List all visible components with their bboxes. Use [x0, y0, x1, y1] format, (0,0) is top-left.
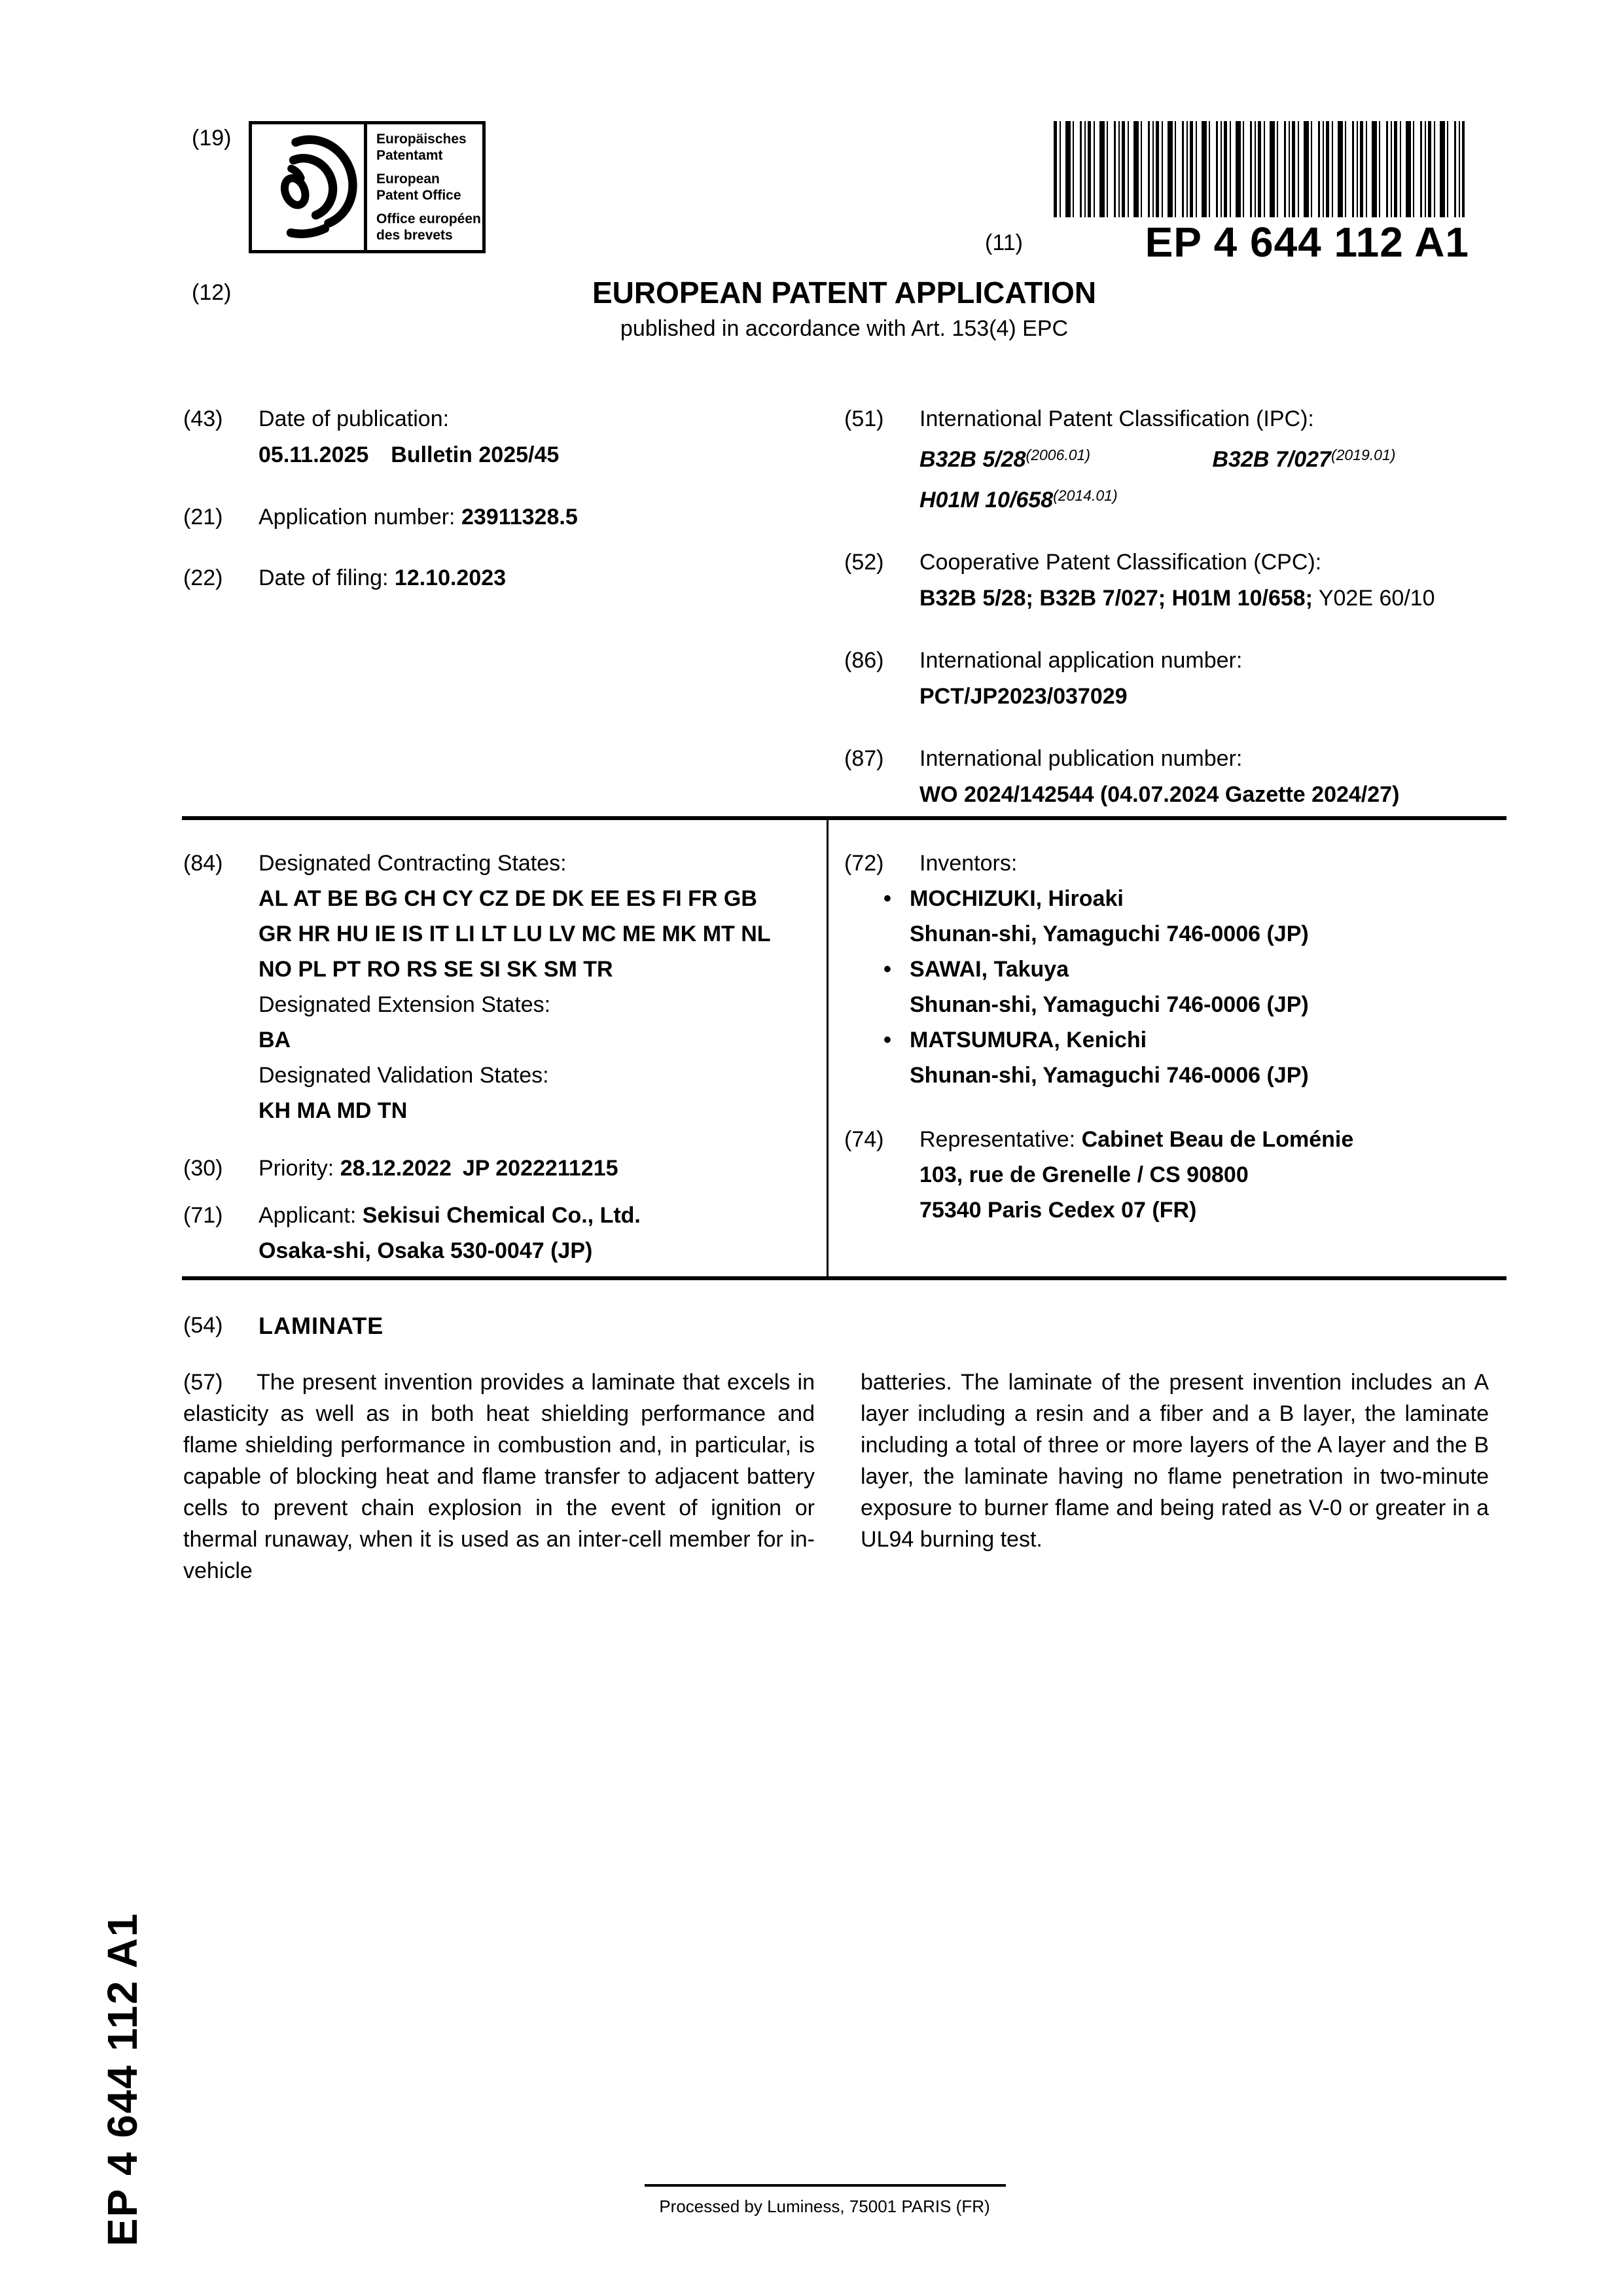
inventor-name: SAWAI, Takuya — [910, 957, 1069, 982]
inid-22: (22) — [183, 565, 223, 590]
ipc-row-2 — [919, 478, 1505, 518]
field-87 — [844, 741, 1505, 813]
extension-states-value: BA — [259, 1028, 291, 1052]
states-column — [183, 846, 815, 1268]
inid-54: (54) — [183, 1313, 223, 1338]
field-84 — [183, 846, 815, 1128]
inventors-column — [844, 846, 1505, 1228]
app-number-label: Application number: — [259, 505, 455, 529]
filing-date-value: 12.10.2023 — [394, 565, 507, 590]
field-43 — [183, 401, 815, 473]
inventor-item — [844, 952, 1505, 1022]
inid-87: (87) — [844, 746, 884, 771]
logo-de-line1: Europäisches — [376, 132, 467, 147]
intl-app-value: PCT/JP2023/037029 — [919, 684, 1128, 709]
inventor-address: Shunan-shi, Yamaguchi 746-0006 (JP) — [910, 922, 1309, 946]
cpc-value: B32B 5/28; B32B 7/027; H01M 10/658; Y02E 60/10 — [919, 586, 1435, 611]
field-22 — [183, 560, 815, 596]
representative-address1: 103, rue de Grenelle / CS 90800 — [919, 1162, 1249, 1187]
logo-en-line2: Patent Office — [376, 188, 461, 203]
inid-74: (74) — [844, 1127, 884, 1152]
inid-51: (51) — [844, 406, 884, 431]
inid-30: (30) — [183, 1156, 223, 1181]
inid-12: (12) — [192, 280, 232, 305]
sidebar-publication-number: EP 4 644 112 A1 — [99, 1912, 146, 2246]
document-title: EUROPEAN PATENT APPLICATION — [592, 276, 1097, 310]
epo-logo-icon — [252, 124, 367, 250]
abstract-right-column: batteries. The laminate of the present invention includes an A layer including a resin and a fiber and a B layer, the laminate including a total of three or more layers of the A layer and the B layer, the laminate having no flame penetration in two-minute exposure to burner flame and being rated as V-0 or greater in a UL94 burning test. — [861, 1370, 1489, 1552]
field-52 — [844, 545, 1505, 617]
extension-states-label: Designated Extension States: — [259, 992, 551, 1017]
bullet-icon — [883, 1022, 891, 1058]
inid-43: (43) — [183, 406, 223, 431]
inid-86: (86) — [844, 648, 884, 673]
inventor-item — [844, 881, 1505, 952]
contracting-states-label: Designated Contracting States: — [259, 851, 567, 876]
inventor-address: Shunan-shi, Yamaguchi 746-0006 (JP) — [910, 1063, 1309, 1088]
logo-en-line1: European — [376, 171, 440, 187]
inventor-name: MATSUMURA, Kenichi — [910, 1028, 1147, 1052]
epo-logo-text — [367, 124, 482, 250]
ipc-label: International Patent Classification (IPC): — [919, 406, 1314, 431]
inid-52: (52) — [844, 550, 884, 575]
field-86 — [844, 643, 1505, 715]
priority-label: Priority: — [259, 1156, 334, 1181]
inventors-list — [844, 881, 1505, 1093]
horizontal-rule-bottom — [182, 1276, 1507, 1280]
inventor-item — [844, 1022, 1505, 1093]
biblio-column-left — [183, 401, 815, 596]
pub-date-value: 05.11.2025 Bulletin 2025/45 — [259, 442, 560, 467]
intl-pub-label: International publication number: — [919, 746, 1243, 771]
logo-fr-line1: Office européen — [376, 211, 481, 226]
filing-date-label: Date of filing: — [259, 565, 389, 590]
bullet-icon — [883, 881, 891, 916]
biblio-column-right — [844, 401, 1505, 813]
inid-19: (19) — [192, 126, 232, 151]
representative-address2: 75340 Paris Cedex 07 (FR) — [919, 1198, 1197, 1223]
horizontal-rule-top — [182, 816, 1507, 820]
ipc-row-1 — [919, 437, 1505, 478]
applicant-line: Applicant: Sekisui Chemical Co., Ltd. — [259, 1203, 641, 1228]
epo-logo — [249, 121, 486, 253]
bullet-icon — [883, 952, 891, 987]
field-72 — [844, 846, 1505, 881]
publication-number: EP 4 644 112 A1 — [1145, 219, 1469, 266]
inventor-name: MOCHIZUKI, Hiroaki — [910, 886, 1124, 911]
field-54 — [183, 1308, 1580, 1345]
inid-84: (84) — [183, 851, 223, 876]
intl-pub-value: WO 2024/142544 (04.07.2024 Gazette 2024/27) — [919, 782, 1400, 807]
validation-states-value: KH MA MD TN — [259, 1098, 408, 1123]
inid-21: (21) — [183, 505, 223, 529]
abstract-text-left: The present invention provides a laminate that excels in elasticity as well as in both heat shielding performance and flame shielding performance in combustion and, in particular, is capable of blocking heat and flame transfer to adjacent battery cells to prevent chain explosion in the event of ignition or thermal runaway, when it is used as an inter-cell member for in-vehicle — [183, 1370, 815, 1583]
cpc-label: Cooperative Patent Classification (CPC): — [919, 550, 1322, 575]
inventors-label: Inventors: — [919, 851, 1018, 876]
field-30 — [183, 1151, 815, 1186]
logo-de-line2: Patentamt — [376, 148, 443, 163]
applicant-address: Osaka-shi, Osaka 530-0047 (JP) — [259, 1238, 593, 1263]
field-21 — [183, 499, 815, 535]
inid-57: (57) — [183, 1370, 223, 1395]
representative-line: Representative: Cabinet Beau de Loménie — [919, 1127, 1354, 1152]
footer-rule — [645, 2184, 1006, 2187]
footer-text: Processed by Luminess, 75001 PARIS (FR) — [659, 2197, 990, 2216]
field-51 — [844, 401, 1505, 518]
inid-11: (11) — [985, 230, 1023, 255]
inid-72: (72) — [844, 851, 884, 876]
contracting-states-line: NO PL PT RO RS SE SI SK SM TR — [259, 957, 613, 982]
pub-date-label: Date of publication: — [259, 406, 450, 431]
document-subtitle: published in accordance with Art. 153(4) EPC — [620, 316, 1069, 341]
contracting-states-line: AL AT BE BG CH CY CZ DE DK EE ES FI FR GB — [259, 886, 757, 911]
priority-value: 28.12.2022 JP 2022211215 — [340, 1156, 618, 1181]
field-71 — [183, 1198, 815, 1268]
inid-71: (71) — [183, 1203, 223, 1228]
abstract-left-column — [183, 1367, 815, 1587]
intl-app-label: International application number: — [919, 648, 1243, 673]
validation-states-label: Designated Validation States: — [259, 1063, 549, 1088]
column-divider — [827, 820, 829, 1276]
field-74 — [844, 1122, 1505, 1228]
ipc-entry: H01M $10/658^{(2014.01)}$ — [919, 487, 1118, 512]
invention-title: LAMINATE — [259, 1312, 384, 1339]
app-number-value: 23911328.5 — [461, 505, 578, 529]
logo-fr-line2: des brevets — [376, 228, 453, 243]
ipc-entry: B32B $7/027^{(2019.01)}$ — [1212, 446, 1396, 472]
barcode — [1054, 121, 1465, 217]
contracting-states-line: GR HR HU IE IS IT LI LT LU LV MC ME MK MT NL — [259, 922, 771, 946]
inventor-address: Shunan-shi, Yamaguchi 746-0006 (JP) — [910, 992, 1309, 1017]
ipc-entry: B32B $5/28^{(2006.01)}$ — [919, 446, 1091, 472]
